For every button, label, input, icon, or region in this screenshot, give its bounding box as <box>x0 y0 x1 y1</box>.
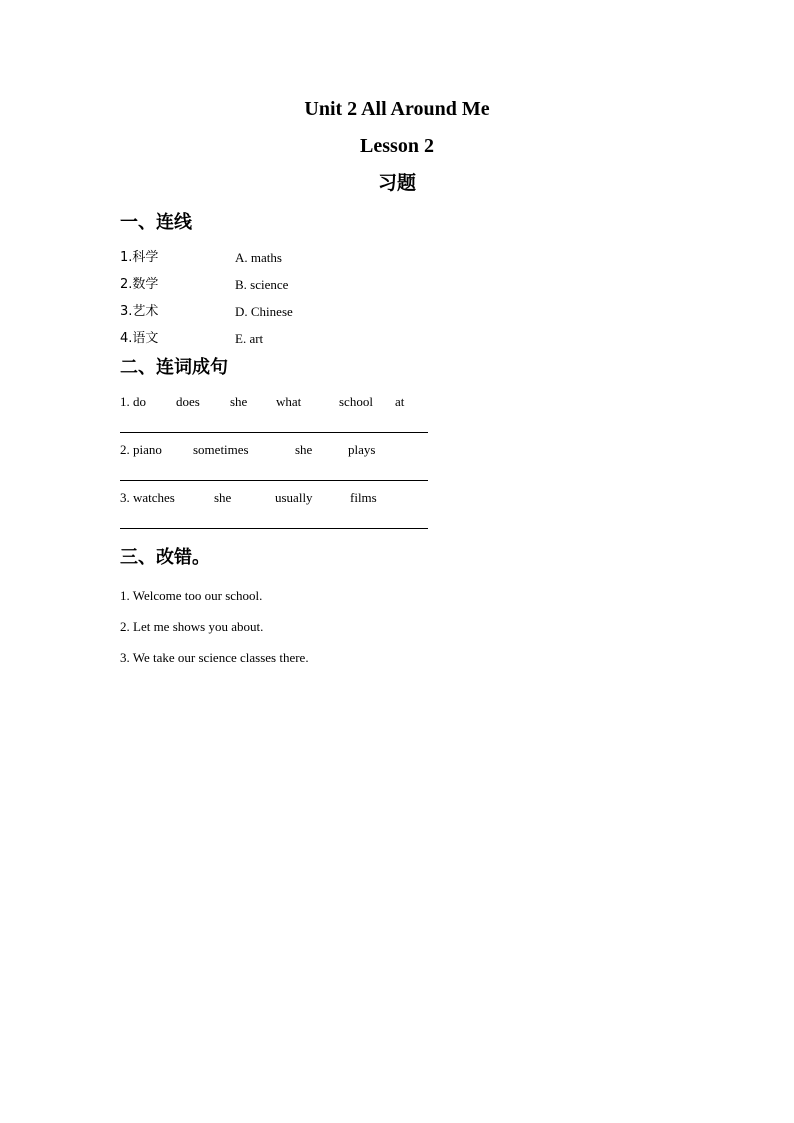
matching-right-item: A. maths <box>235 250 282 265</box>
word-order-question <box>120 394 440 410</box>
word-order-question <box>120 490 440 506</box>
matching-left-item: 1.科学 <box>120 250 159 265</box>
scrambled-word: does <box>176 394 200 409</box>
scrambled-word: films <box>350 490 377 505</box>
unit-title: Unit 2 All Around Me <box>304 98 490 120</box>
scrambled-word: plays <box>348 442 376 457</box>
answer-line[interactable] <box>120 480 428 481</box>
section-word-order-heading: 二、连词成句 <box>120 357 228 378</box>
correction-sentence: 2. Let me shows you about. <box>120 619 264 634</box>
scrambled-word: she <box>295 442 313 457</box>
scrambled-word: 1. do <box>120 394 146 409</box>
section-correction-heading: 三、改错。 <box>120 547 210 568</box>
scrambled-word: at <box>395 394 405 409</box>
answer-line[interactable] <box>120 432 428 433</box>
word-order-question <box>120 442 440 458</box>
scrambled-word: she <box>214 490 232 505</box>
matching-right-item: E. art <box>235 331 264 346</box>
matching-right-item: D. Chinese <box>235 304 293 319</box>
matching-left-item: 2.数学 <box>120 277 159 292</box>
exercise-subtitle: 习题 <box>377 172 416 194</box>
matching-right-item: B. science <box>235 277 289 292</box>
correction-sentence: 1. Welcome too our school. <box>120 588 263 603</box>
section-matching-heading: 一、连线 <box>120 212 192 233</box>
scrambled-word: 3. watches <box>120 490 175 505</box>
lesson-title: Lesson 2 <box>360 135 434 157</box>
scrambled-word: sometimes <box>193 442 249 457</box>
scrambled-word: usually <box>275 490 313 505</box>
matching-left-item: 4.语文 <box>120 331 159 346</box>
scrambled-word: 2. piano <box>120 442 162 457</box>
scrambled-word: what <box>276 394 302 409</box>
correction-sentence: 3. We take our science classes there. <box>120 650 309 665</box>
scrambled-word: she <box>230 394 248 409</box>
scrambled-word: school <box>339 394 373 409</box>
answer-line[interactable] <box>120 528 428 529</box>
matching-left-item: 3.艺术 <box>120 304 159 319</box>
